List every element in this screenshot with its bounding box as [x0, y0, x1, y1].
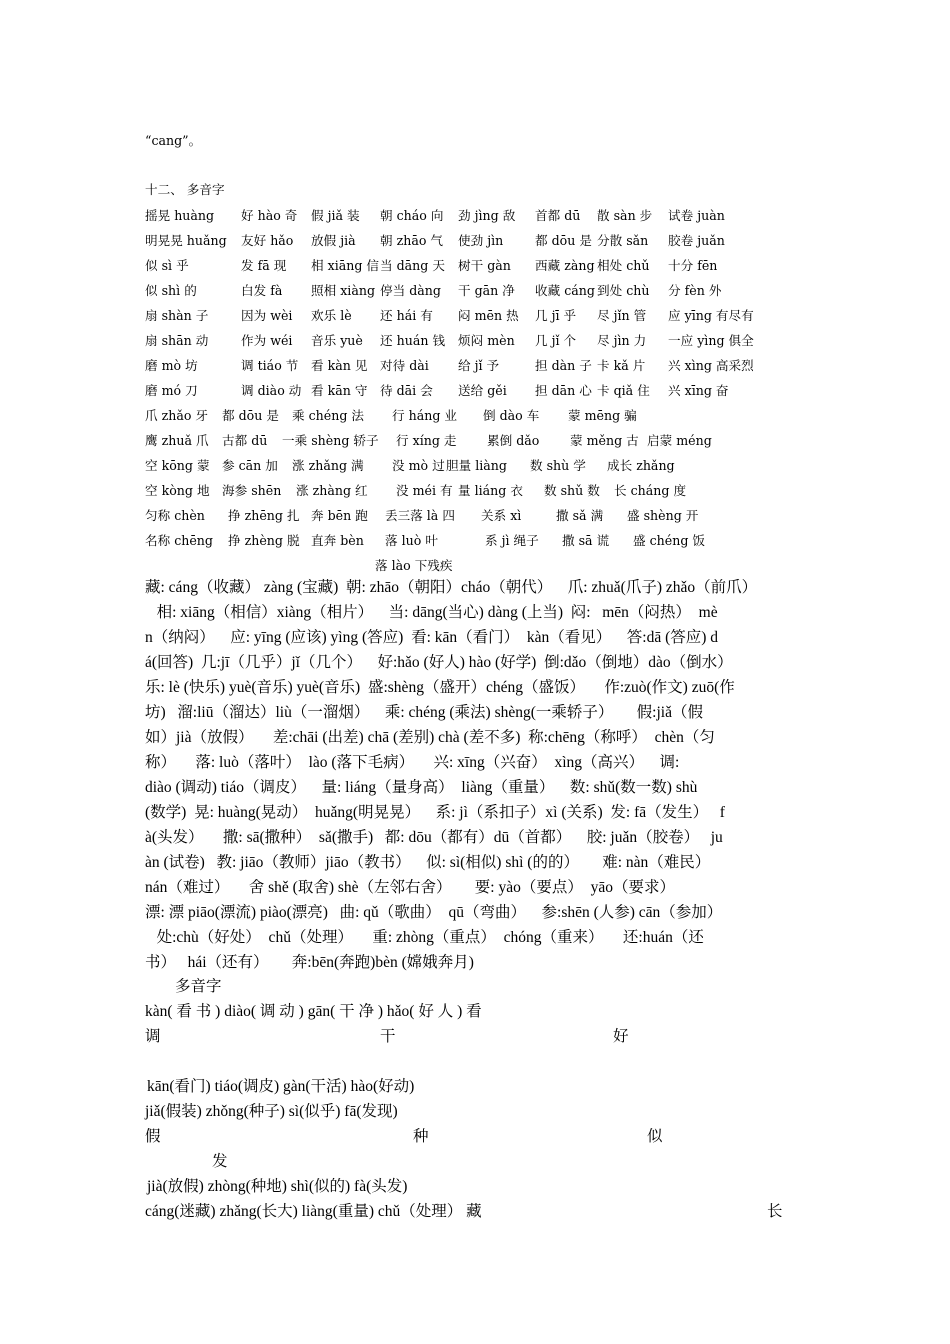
- tail-heading: 多音字: [175, 978, 222, 995]
- word-cell: 都 dōu 是: [535, 233, 592, 248]
- explanation-line: 称） 落: luò（落叶） lào (落下毛病） 兴: xīng（兴奋） xìng（高兴） 调:: [145, 754, 680, 771]
- word-cell: 分 fèn 外: [668, 283, 722, 298]
- word-cell: 挣 zhèng 脱: [228, 533, 300, 548]
- word-cell: 放假 jià: [311, 233, 356, 248]
- word-cell: 量 liáng 衣: [458, 483, 523, 498]
- word-cell: 行 háng 业: [392, 408, 457, 423]
- word-cell: 倒 dào 车: [483, 408, 540, 423]
- word-cell: 数 shù 学: [530, 458, 586, 473]
- word-cell: 尽 jǐn 管: [597, 308, 647, 323]
- word-cell: 行 xíng 走: [396, 433, 457, 448]
- word-cell: 撒 sǎ 满: [556, 508, 604, 523]
- word-cell: 长 cháng 度: [614, 483, 687, 498]
- tail-row-1-char-2: 干: [380, 1028, 396, 1045]
- word-cell: 几 jǐ 个: [535, 333, 577, 348]
- word-cell: 照相 xiàng: [311, 283, 376, 298]
- word-cell: 送给 gěi: [458, 383, 507, 398]
- word-cell: 因为 wèi: [241, 308, 293, 323]
- tail-row-1-char-1: 调: [145, 1028, 161, 1045]
- tail-row-3-char-1: 假: [145, 1128, 161, 1145]
- word-cell: 奔 bēn 跑: [311, 508, 368, 523]
- word-cell: 挣 zhēng 扎: [228, 508, 300, 523]
- explanation-line: diào (调动) tiáo（调皮） 量: liáng（量身高） liàng（重量） 数: shǔ(数一数) shù: [145, 779, 698, 796]
- tail-row-5-char: 长: [767, 1203, 783, 1220]
- word-cell: 调 tiáo 节: [241, 358, 299, 373]
- word-cell: 劲 jìng 敌: [458, 208, 516, 223]
- word-cell: 明晃晃 huǎng: [145, 233, 227, 248]
- word-cell: 落 lào 下残疾: [375, 558, 453, 573]
- explanation-line: à(头发） 撒: sā(撒种） sǎ(撒手) 都: dōu（都有）dū（首都） 胶: juǎn（胶卷） ju: [145, 829, 723, 846]
- word-cell: 胶卷 juǎn: [668, 233, 725, 248]
- word-cell: 烦闷 mèn: [458, 333, 515, 348]
- word-cell: 还 huán 钱: [380, 333, 446, 348]
- explanation-line: 乐: lè (快乐) yuè(音乐) yuè(音乐) 盛:shèng（盛开）chéng（盛饭） 作:zuò(作文) zuō(作: [145, 679, 735, 696]
- tail-row-5: cáng(迷藏) zhǎng(长大) liàng(重量) chǔ（处理） 藏: [145, 1203, 482, 1220]
- word-cell: 涨 zhàng 红: [296, 483, 368, 498]
- word-cell: 好 hào 奇: [241, 208, 298, 223]
- word-cell: 看 kàn 见: [311, 358, 368, 373]
- tail-row-3-char-4: 发: [212, 1153, 228, 1170]
- tail-row-1: kàn( 看 书 ) diào( 调 动 ) gān( 干 净 ) hǎo( 好 人 ) 看: [145, 1003, 482, 1020]
- word-cell: 相 xiāng 信: [311, 258, 380, 273]
- word-cell: 兴 xìng 高采烈: [668, 358, 754, 373]
- word-cell: 似 sì 乎: [145, 258, 189, 273]
- word-cell: 使劲 jìn: [458, 233, 504, 248]
- word-cell: 友好 hǎo: [241, 233, 294, 248]
- word-cell: 兴 xīng 奋: [668, 383, 729, 398]
- explanation-line: 漂: 漂 piāo(漂流) piào(漂亮) 曲: qǔ（歌曲） qū（弯曲） 参:shēn (人参) cān（参加）: [145, 904, 723, 921]
- word-cell: 都 dōu 是: [222, 408, 279, 423]
- word-cell: 一应 yìng 俱全: [668, 333, 754, 348]
- word-cell: 朝 cháo 向: [380, 208, 444, 223]
- word-cell: 盛 chéng 饭: [633, 533, 705, 548]
- word-cell: 参 cān 加: [222, 458, 278, 473]
- word-cell: 直奔 bèn: [311, 533, 364, 548]
- word-cell: 当 dāng 天: [380, 258, 445, 273]
- section-heading: 十二、 多音字: [145, 182, 225, 197]
- explanation-line: 相: xiāng（相信）xiàng（相片） 当: dāng(当心) dàng (上当) 闷: mēn（闷热） mè: [145, 604, 718, 621]
- explanation-line: 坊) 溜:liū（溜达）liù（一溜烟） 乘: chéng (乘法) shèng(一乘轿子） 假:jiǎ（假: [145, 704, 703, 721]
- word-cell: 一乘 shèng 轿子: [282, 433, 379, 448]
- word-cell: 到处 chù: [597, 283, 650, 298]
- word-cell: 关系 xì: [481, 508, 522, 523]
- word-cell: 磨 mó 刀: [145, 383, 198, 398]
- explanation-line: n（纳闷） 应: yīng (应该) yìng (答应) 看: kān（看门） kàn（看见） 答:dā (答应) d: [145, 629, 719, 646]
- word-cell: 担 dàn 子: [535, 358, 592, 373]
- word-cell: 待 dāi 会: [380, 383, 433, 398]
- word-cell: 几 jī 乎: [535, 308, 577, 323]
- word-cell: 乘 chéng 法: [292, 408, 364, 423]
- explanation-line: 书） hái（还有） 奔:bēn(奔跑)bèn (嫦娥奔月): [145, 954, 474, 971]
- tail-row-3-char-3: 似: [647, 1128, 663, 1145]
- word-cell: 散 sàn 步: [597, 208, 653, 223]
- word-cell: 匀称 chèn: [145, 508, 205, 523]
- word-cell: 系 jì 绳子: [485, 533, 539, 548]
- explanation-line: àn (试卷) 教: jiāo（教师）jiāo（教书） 似: sì(相似) shì (的的） 难: nàn（难民）: [145, 854, 711, 871]
- word-cell: 给 jǐ 予: [458, 358, 500, 373]
- explanation-line: 藏: cáng（收藏） zàng (宝藏) 朝: zhāo（朝阳）cháo（朝代） 爪: zhuǎ(爪子) zhǎo（前爪）: [145, 579, 758, 596]
- word-cell: 分散 sǎn: [597, 233, 649, 248]
- word-cell: 收藏 cáng: [535, 283, 595, 298]
- word-cell: 涨 zhǎng 满: [292, 458, 364, 473]
- word-cell: 音乐 yuè: [311, 333, 363, 348]
- word-cell: 还 hái 有: [380, 308, 433, 323]
- word-cell: 丢三落 là 四: [385, 508, 455, 523]
- word-cell: 撒 sā 谎: [562, 533, 610, 548]
- word-cell: 停当 dàng: [380, 283, 441, 298]
- word-cell: 发 fā 现: [241, 258, 287, 273]
- explanation-line: (数学) 晃: huàng(晃动） huǎng(明晃晃） 系: jì（系扣子）xì (关系) 发: fā（发生） f: [145, 804, 725, 821]
- word-cell: 干 gān 净: [458, 283, 515, 298]
- tail-row-1-char-3: 好: [613, 1028, 629, 1045]
- word-cell: 白发 fà: [241, 283, 283, 298]
- word-cell: 成长 zhǎng: [607, 458, 675, 473]
- explanation-line: 处:chù（好处） chǔ（处理） 重: zhòng（重点） chóng（重来） 还:huán（还: [145, 929, 704, 946]
- word-cell: 累倒 dǎo: [487, 433, 540, 448]
- word-cell: 磨 mò 坊: [145, 358, 198, 373]
- tail-row-3-char-2: 种: [413, 1128, 429, 1145]
- word-cell: 欢乐 lè: [311, 308, 352, 323]
- word-cell: 盛 shèng 开: [627, 508, 699, 523]
- word-cell: 看 kān 守: [311, 383, 368, 398]
- word-cell: 相处 chǔ: [597, 258, 650, 273]
- tail-row-2: kān(看门) tiáo(调皮) gàn(干活) hào(好动): [147, 1078, 415, 1095]
- word-cell: 对待 dài: [380, 358, 429, 373]
- word-cell: 海参 shēn: [222, 483, 282, 498]
- word-cell: 鹰 zhuǎ 爪: [145, 433, 209, 448]
- word-cell: 胆量 liàng: [446, 458, 507, 473]
- explanation-line: 如）jià（放假） 差:chāi (出差) chā (差别) chà (差不多) 称:chēng（称呼） chèn（匀: [145, 729, 715, 746]
- word-cell: 扇 shān 动: [145, 333, 209, 348]
- word-cell: 没 méi 有: [396, 483, 453, 498]
- tail-row-3: jiǎ(假装) zhǒng(种子) sì(似乎) fā(发现): [145, 1103, 398, 1120]
- word-cell: 朝 zhāo 气: [380, 233, 444, 248]
- word-cell: 作为 wéi: [241, 333, 293, 348]
- word-cell: 应 yīng 有尽有: [668, 308, 754, 323]
- explanation-line: nán（难过） 舍 shě (取舍) shè（左邻右舍） 要: yào（要点） yāo（要求）: [145, 879, 675, 896]
- explanation-line: á(回答) 几:jī（几乎）jǐ（几个） 好:hǎo (好人) hào (好学) 倒:dǎo（倒地）dào（倒水）: [145, 654, 733, 671]
- intro-fragment: “cang”。: [145, 133, 202, 148]
- word-cell: 假 jiǎ 装: [311, 208, 360, 223]
- word-cell: 闷 mēn 热: [458, 308, 519, 323]
- word-cell: 调 diào 动: [241, 383, 302, 398]
- word-cell: 古都 dū: [222, 433, 268, 448]
- word-cell: 空 kòng 地: [145, 483, 210, 498]
- word-cell: 卡 qiǎ 住: [597, 383, 650, 398]
- word-cell: 担 dān 心: [535, 383, 592, 398]
- word-cell: 树干 gàn: [458, 258, 511, 273]
- word-cell: 蒙 měng 古: [570, 433, 639, 448]
- word-cell: 十分 fēn: [668, 258, 718, 273]
- word-cell: 似 shì 的: [145, 283, 197, 298]
- word-cell: 名称 chēng: [145, 533, 213, 548]
- word-cell: 首都 dū: [535, 208, 581, 223]
- word-cell: 落 luò 叶: [385, 533, 438, 548]
- word-cell: 爪 zhǎo 牙: [145, 408, 209, 423]
- word-cell: 扇 shàn 子: [145, 308, 209, 323]
- word-cell: 空 kōng 蒙: [145, 458, 210, 473]
- word-cell: 摇晃 huàng: [145, 208, 215, 223]
- word-cell: 西藏 zàng: [535, 258, 595, 273]
- word-cell: 尽 jìn 力: [597, 333, 647, 348]
- word-cell: 没 mò 过: [392, 458, 445, 473]
- tail-row-4: jià(放假) zhòng(种地) shì(似的) fà(头发): [147, 1178, 408, 1195]
- word-cell: 试卷 juàn: [668, 208, 725, 223]
- word-cell: 蒙 mēng 骗: [568, 408, 637, 423]
- word-cell: 卡 kǎ 片: [597, 358, 646, 373]
- word-cell: 数 shǔ 数: [544, 483, 600, 498]
- word-cell: 启蒙 méng: [647, 433, 712, 448]
